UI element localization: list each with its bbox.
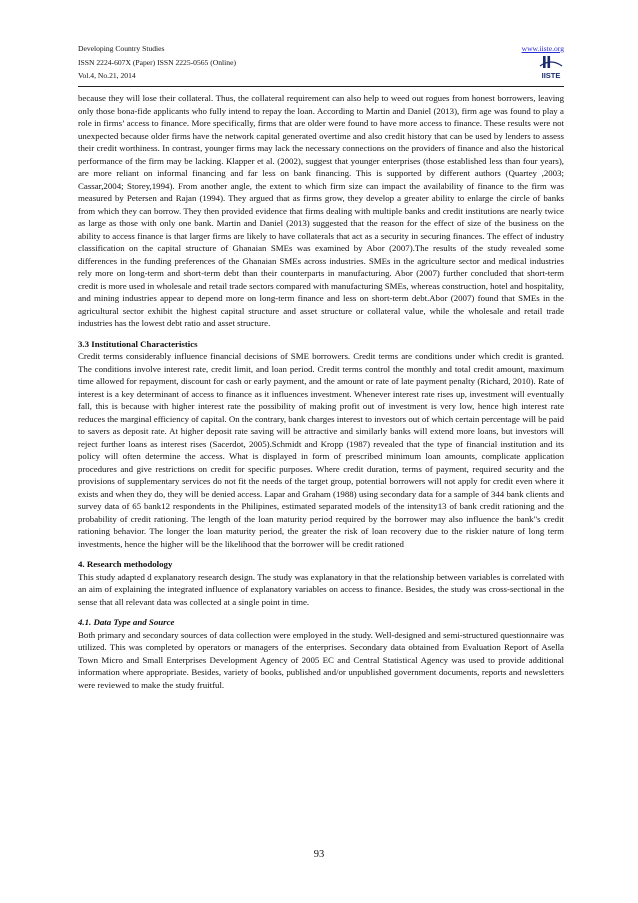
page-number: 93 — [313, 849, 325, 860]
section-gap — [78, 550, 564, 558]
heading-research-methodology: 4. Research methodology — [78, 559, 173, 569]
paragraph-research-design: This study adapted d explanatory research design. The study was explanatory in that the relationship between variables is correlated with an aim of explaining the integrated influence of explanatory variables on access to finance. Besides, the study was cross-sectional in the sense that all relevant data was collected at a single point in time. — [78, 571, 564, 607]
header-rule — [78, 86, 564, 87]
logo-wordmark: IISTE — [541, 71, 561, 80]
paragraph-credit-terms: Credit terms considerably influence financial decisions of SME borrowers. Credit terms are conditions under which credit is granted. The conditions involve interest rate, credit limit, and loan period. Credit terms control the monthly and total credit amount, maximum time allowed for repayment, discount for cash or early payment, and the amount or rate of late payment penalty (Richard, 2010). Rate of interest is a key determinant of access to finance as it influences investment. Whenever interest rate rises up, investment will eventually fall, this is because with higher interest rate the possibility of making profit out of investment is very low, hence high interest rate reduces the marginal efficiency of capital. On the contrary, bank charges interest to investors out of which certain percentage will be paid to savers as deposit rate. At higher deposit rate saving will be attractive and similarly banks will extend more loans, but investors will reject further loans as interest rises (Sacerdot, 2005).Schmidt and Kropp (1987) revealed that the type of financial institution and its policy will often determine the access. What is displayed in form of prescribed minimum loan amounts, complicate application procedures and give restrictions on credit for specific purposes. Where credit duration, terms of payment, required security and the provisions of supplementary services do not fit the needs of the target group, potential borrowers will not apply for credit even where it exists and when they do, they will be denied access. Lapar and Graham (1988) using secondary data for a sample of 344 bank clients and survey data of 65 bank12 respondents in the Philipines, estimated separated models of the intensity13 of bank credit rationing and the probability of credit rationing. The length of the loan maturity period required by the borrower may also influence the bank"s credit rationing behavior. The longer the loan maturity period, the greater the risk of loan recovery due to the riskier nature of long term investments, hence the higher will be the likelihood that the borrower will be credit rationed — [78, 351, 564, 549]
section-gap — [78, 608, 564, 616]
iiste-logo — [536, 54, 566, 84]
journal-name: Developing Country Studies — [78, 44, 165, 53]
paragraph-collateral-firm-age: because they will lose their collateral. Thus, the collateral requirement can also help to weed out rogues from honest borrowers, leaving only those bona-fide applicants who fully intend to repay the loan. According to Martin and Daniel (2013), firm age was found to play a role in firms’ access to finance. More specifically, firms that are older were found to have more access to finance. These results were not unexpected because older firms have the network capital generated overtime and also credit history that can be used by lenders to assess their credit worthiness. In contrast, younger firms may lack the necessary connections on the providers of finance and also the historical performance of the firm may be lacking. Klapper et al. (2002), suggest that younger enterprises (those established less than four years), are more reliant on informal financing and far less on bank financing. This is supported by different authors (Quartey ,2003; Cassar,2004; Storey,1994). From another angle, the extent to which firm size can impact the availability of finance to the firm was measured by Petersen and Rajan (1994). They argued that as firms grow, they develop a greater ability to enlarge the circle of banks from which they can borrow. They then provided evidence that firms dealing with multiple banks and credit institutions are nearly twice as large as those with only one bank. Martin and Daniel (2013) suggested that the reason for the effect of size of the business on the ability to access finance is that larger firms are likely to have collaterals that act as a security in securing finances. The effect of industry classification on the capital structure of Ghanaian SMEs was examined by Abor (2007).The results of the study revealed some differences in the funding preferences of the Ghanaian SMEs across industries. SMEs in the agriculture sector and medical industries rely more on long-term and short-term debt than their counterparts in manufacturing. Abor (2007) further concluded that short-term credit is more used in wholesale and retail trade sectors compared with manufacturing SMEs, whereas construction, hotel and hospitality, and mining industries appear to depend more on long-term finance and less on short-term debt.Abor (2007) found that SMEs in the agricultural sector exhibit the highest capital structure and asset structure or collateral value, while the wholesale and retail trade industries has the lowest debt ratio and asset structure. — [78, 93, 564, 328]
paragraph-data-sources: Both primary and secondary sources of data collection were employed in the study. Well-designed and semi-structured questionnaire was utilized. This was completed by operators or managers of the enterprises. Secondary data obtained from Evaluation Report of Asella Town Micro and Small Enterprises Development Agency of 2005 EC and Central Statistical Agency was used to provide additional information where appropriate. Besides, variety of books, published and/or unpublished government documents, reports and newsletters were reviewed to make the study fruitful. — [78, 629, 564, 690]
section-gap — [78, 330, 564, 338]
heading-institutional-characteristics: 3.3 Institutional Characteristics — [78, 338, 198, 349]
logo-bar-1 — [543, 56, 546, 68]
volume-line: Vol.4, No.21, 2014 — [78, 71, 136, 80]
issn-line: ISSN 2224-607X (Paper) ISSN 2225-0565 (Online) — [78, 57, 236, 67]
heading-data-type-source: 4.1. Data Type and Source — [78, 617, 175, 627]
article-body — [78, 92, 564, 691]
running-header — [78, 42, 564, 83]
journal-url-link[interactable]: www.iiste.org — [521, 44, 564, 53]
